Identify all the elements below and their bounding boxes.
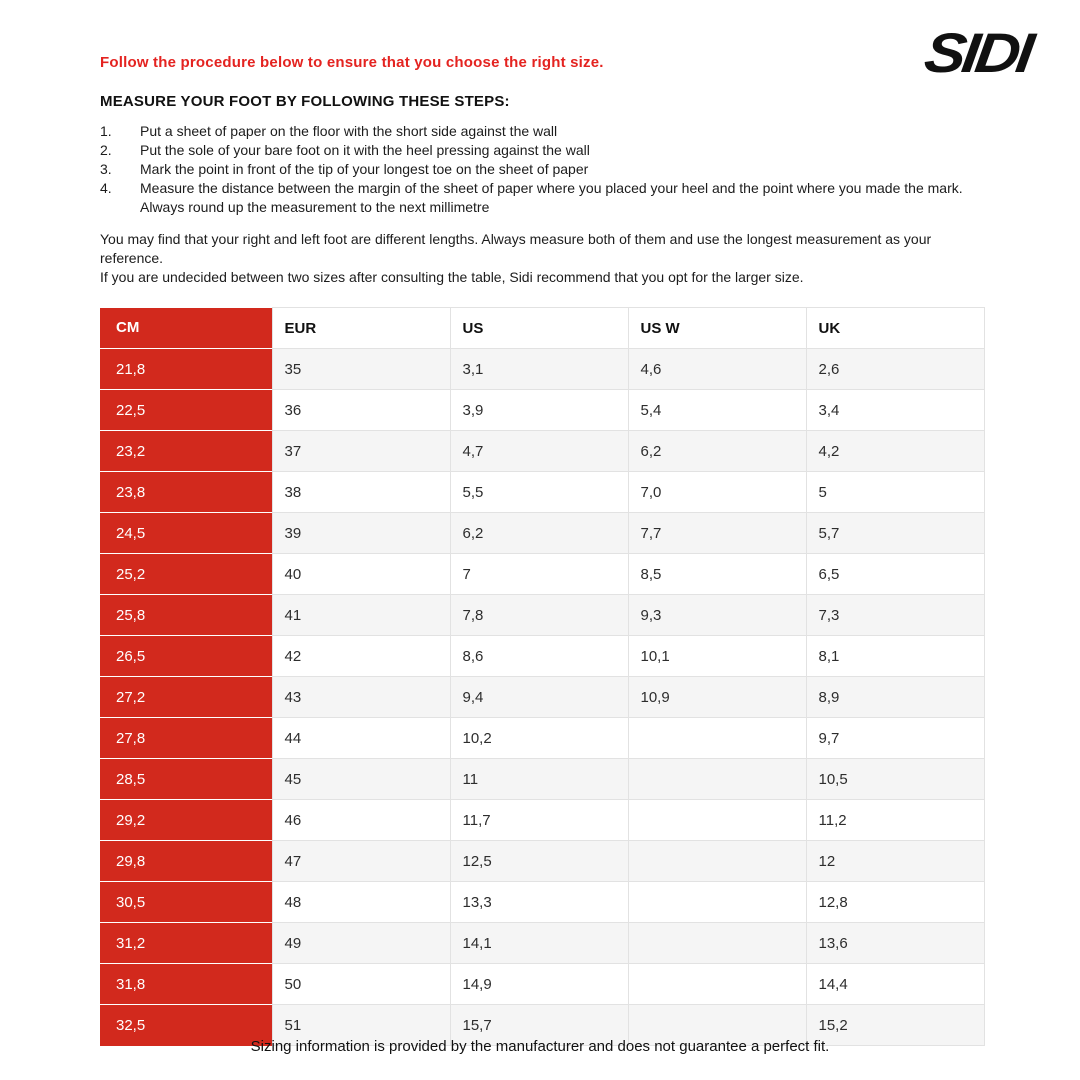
size-cell: 14,1	[450, 923, 628, 964]
size-cell-cm: 25,2	[100, 554, 272, 595]
step-item	[100, 122, 968, 141]
size-cell-cm: 26,5	[100, 636, 272, 677]
size-cell: 10,2	[450, 718, 628, 759]
size-cell: 45	[272, 759, 450, 800]
size-cell: 11,2	[806, 800, 984, 841]
table-row	[100, 882, 984, 923]
step-item	[100, 141, 968, 160]
size-cell-cm: 32,5	[100, 1005, 272, 1046]
size-cell: 43	[272, 677, 450, 718]
size-cell-cm: 25,8	[100, 595, 272, 636]
step-number: 4.	[100, 180, 112, 196]
size-cell: 49	[272, 923, 450, 964]
size-cell: 7,0	[628, 472, 806, 513]
column-header-us: US	[450, 308, 628, 349]
size-cell: 39	[272, 513, 450, 554]
size-cell: 9,4	[450, 677, 628, 718]
size-cell: 7,7	[628, 513, 806, 554]
column-header-us-w: US W	[628, 308, 806, 349]
table-row	[100, 759, 984, 800]
size-cell: 13,3	[450, 882, 628, 923]
size-cell-cm: 23,8	[100, 472, 272, 513]
size-cell: 44	[272, 718, 450, 759]
size-cell: 9,3	[628, 595, 806, 636]
size-cell: 15,7	[450, 1005, 628, 1046]
size-table-body	[100, 349, 984, 1046]
size-cell: 5,7	[806, 513, 984, 554]
table-row	[100, 718, 984, 759]
table-row	[100, 800, 984, 841]
size-cell: 15,2	[806, 1005, 984, 1046]
size-cell	[628, 718, 806, 759]
size-cell: 42	[272, 636, 450, 677]
table-row	[100, 472, 984, 513]
table-row	[100, 677, 984, 718]
step-text: Put the sole of your bare foot on it with the heel pressing against the wall	[140, 142, 590, 158]
size-cell: 4,7	[450, 431, 628, 472]
size-cell	[628, 882, 806, 923]
column-header-uk: UK	[806, 308, 984, 349]
footer-disclaimer: Sizing information is provided by the manufacturer and does not guarantee a perfect fit.	[250, 1038, 830, 1055]
size-cell: 6,2	[628, 431, 806, 472]
size-cell: 14,4	[806, 964, 984, 1005]
size-cell: 12	[806, 841, 984, 882]
step-number: 2.	[100, 142, 112, 158]
size-cell: 8,5	[628, 554, 806, 595]
steps-list	[100, 122, 968, 217]
size-cell: 36	[272, 390, 450, 431]
size-cell: 10,1	[628, 636, 806, 677]
size-cell: 37	[272, 431, 450, 472]
note-line: If you are undecided between two sizes after consulting the table, Sidi recommend that you opt for the larger size.	[100, 269, 804, 285]
size-cell: 10,9	[628, 677, 806, 718]
size-cell: 12,8	[806, 882, 984, 923]
table-row	[100, 595, 984, 636]
table-row	[100, 390, 984, 431]
step-item	[100, 160, 968, 179]
size-cell: 13,6	[806, 923, 984, 964]
size-cell: 9,7	[806, 718, 984, 759]
size-cell-cm: 24,5	[100, 513, 272, 554]
step-item	[100, 179, 968, 217]
size-cell: 38	[272, 472, 450, 513]
size-cell	[628, 923, 806, 964]
size-cell: 8,6	[450, 636, 628, 677]
size-cell-cm: 30,5	[100, 882, 272, 923]
size-cell: 3,1	[450, 349, 628, 390]
size-cell	[628, 759, 806, 800]
table-row	[100, 554, 984, 595]
size-cell: 4,6	[628, 349, 806, 390]
sidi-logo: SIDI	[921, 22, 1035, 85]
size-cell: 11	[450, 759, 628, 800]
table-row	[100, 964, 984, 1005]
size-cell: 11,7	[450, 800, 628, 841]
size-cell: 3,9	[450, 390, 628, 431]
size-cell: 41	[272, 595, 450, 636]
size-cell: 5,5	[450, 472, 628, 513]
size-cell: 48	[272, 882, 450, 923]
size-cell-cm: 22,5	[100, 390, 272, 431]
size-cell-cm: 23,2	[100, 431, 272, 472]
size-cell: 7	[450, 554, 628, 595]
size-cell: 4,2	[806, 431, 984, 472]
size-cell: 50	[272, 964, 450, 1005]
size-cell: 47	[272, 841, 450, 882]
size-table-header	[100, 308, 984, 349]
size-cell-cm: 27,2	[100, 677, 272, 718]
column-header-eur: EUR	[272, 308, 450, 349]
size-cell-cm: 29,8	[100, 841, 272, 882]
size-cell	[628, 964, 806, 1005]
step-text: Measure the distance between the margin of the sheet of paper where you placed your heel and the point where you made the mark. Always round up the measurement to the next millimetre	[140, 180, 963, 215]
size-cell: 14,9	[450, 964, 628, 1005]
table-row	[100, 349, 984, 390]
size-cell-cm: 27,8	[100, 718, 272, 759]
size-cell: 12,5	[450, 841, 628, 882]
size-cell: 51	[272, 1005, 450, 1046]
size-cell	[628, 841, 806, 882]
table-row	[100, 841, 984, 882]
size-cell: 5	[806, 472, 984, 513]
table-row	[100, 923, 984, 964]
size-cell-cm: 28,5	[100, 759, 272, 800]
size-cell: 8,9	[806, 677, 984, 718]
size-cell: 2,6	[806, 349, 984, 390]
size-cell: 35	[272, 349, 450, 390]
table-row	[100, 636, 984, 677]
size-cell: 6,5	[806, 554, 984, 595]
size-cell: 6,2	[450, 513, 628, 554]
note-line: You may find that your right and left foot are different lengths. Always measure both of them and use the longest measurement as your reference.	[100, 231, 932, 266]
size-cell-cm: 21,8	[100, 349, 272, 390]
size-chart-table	[100, 307, 985, 1046]
size-cell: 40	[272, 554, 450, 595]
size-cell-cm: 31,2	[100, 923, 272, 964]
table-row	[100, 431, 984, 472]
steps-heading: MEASURE YOUR FOOT BY FOLLOWING THESE STEPS:	[100, 93, 510, 110]
header-row	[100, 308, 984, 349]
size-cell: 46	[272, 800, 450, 841]
column-header-cm: CM	[100, 308, 272, 349]
step-number: 1.	[100, 123, 112, 139]
step-text: Mark the point in front of the tip of your longest toe on the sheet of paper	[140, 161, 589, 177]
size-cell: 7,8	[450, 595, 628, 636]
measurement-notes	[100, 230, 984, 287]
size-cell: 8,1	[806, 636, 984, 677]
step-text: Put a sheet of paper on the floor with the short side against the wall	[140, 123, 558, 139]
table-row	[100, 513, 984, 554]
size-cell: 5,4	[628, 390, 806, 431]
size-cell	[628, 800, 806, 841]
intro-heading: Follow the procedure below to ensure that you choose the right size.	[100, 54, 604, 71]
size-cell-cm: 31,8	[100, 964, 272, 1005]
size-cell: 10,5	[806, 759, 984, 800]
step-number: 3.	[100, 161, 112, 177]
size-cell: 3,4	[806, 390, 984, 431]
size-cell: 7,3	[806, 595, 984, 636]
size-cell-cm: 29,2	[100, 800, 272, 841]
